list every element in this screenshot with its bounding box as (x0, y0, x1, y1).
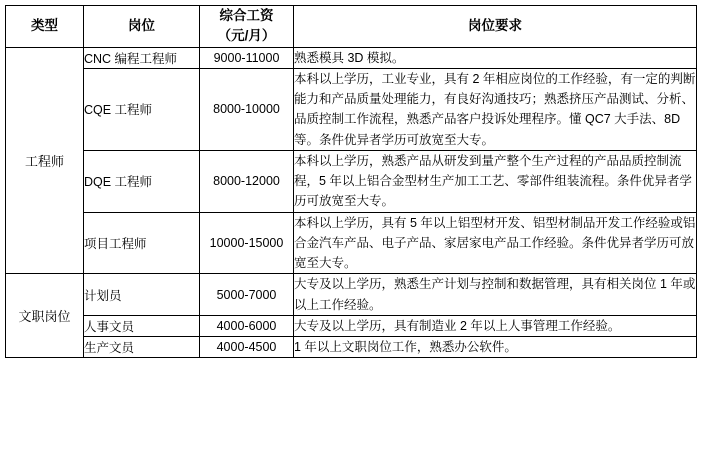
table-row (6, 274, 697, 316)
salary-cell: 4000-4500 (200, 337, 294, 358)
requirement-cell: 大专及以上学历，熟悉生产计划与控制和数据管理，具有相关岗位 1 年或以上工作经验。 (294, 274, 697, 316)
table-row (6, 212, 697, 274)
requirement-cell: 本科以上学历，熟悉产品从研发到量产整个生产过程的产品品质控制流程，5 年以上铝合金型材生产加工工艺、零部件组装流程。条件优异者学历可放宽至大专。 (294, 150, 697, 212)
position-cell: 计划员 (84, 274, 200, 316)
header-requirements: 岗位要求 (294, 6, 697, 48)
category-cell-engineer: 工程师 (6, 47, 84, 274)
salary-cell: 5000-7000 (200, 274, 294, 316)
header-category: 类型 (6, 6, 84, 48)
job-listing-table (5, 5, 697, 358)
position-cell: CQE 工程师 (84, 68, 200, 150)
header-salary (200, 6, 294, 48)
table-row (6, 47, 697, 68)
table-row (6, 150, 697, 212)
salary-cell: 10000-15000 (200, 212, 294, 274)
table-row (6, 315, 697, 336)
requirement-cell: 熟悉模具 3D 模拟。 (294, 47, 697, 68)
requirement-cell: 本科以上学历，具有 5 年以上铝型材开发、铝型材制品开发工作经验或铝合金汽车产品、电子产品、家居家电产品工作经验。条件优异者学历可放宽至大专。 (294, 212, 697, 274)
header-salary-line1: 综合工资 (219, 8, 274, 23)
position-cell: CNC 编程工程师 (84, 47, 200, 68)
position-cell: DQE 工程师 (84, 150, 200, 212)
category-cell-clerical: 文职岗位 (6, 274, 84, 358)
salary-cell: 8000-10000 (200, 68, 294, 150)
requirement-cell: 本科以上学历，工业专业，具有 2 年相应岗位的工作经验，有一定的判断能力和产品质量处理能力，有良好沟通技巧；熟悉挤压产品测试、分析、品质控制工作流程，熟悉产品客户投诉处理程序。懂 QC7 大手法、8D 等。条件优异者学历可放宽至大专。 (294, 68, 697, 150)
requirement-cell: 大专及以上学历，具有制造业 2 年以上人事管理工作经验。 (294, 315, 697, 336)
requirement-cell: 1 年以上文职岗位工作，熟悉办公软件。 (294, 337, 697, 358)
salary-cell: 9000-11000 (200, 47, 294, 68)
table-row (6, 68, 697, 150)
position-cell: 生产文员 (84, 337, 200, 358)
header-salary-line2: （元/月） (217, 28, 276, 44)
table-row (6, 337, 697, 358)
salary-cell: 4000-6000 (200, 315, 294, 336)
salary-cell: 8000-12000 (200, 150, 294, 212)
table-header-row (6, 6, 697, 48)
header-position: 岗位 (84, 6, 200, 48)
position-cell: 人事文员 (84, 315, 200, 336)
position-cell: 项目工程师 (84, 212, 200, 274)
